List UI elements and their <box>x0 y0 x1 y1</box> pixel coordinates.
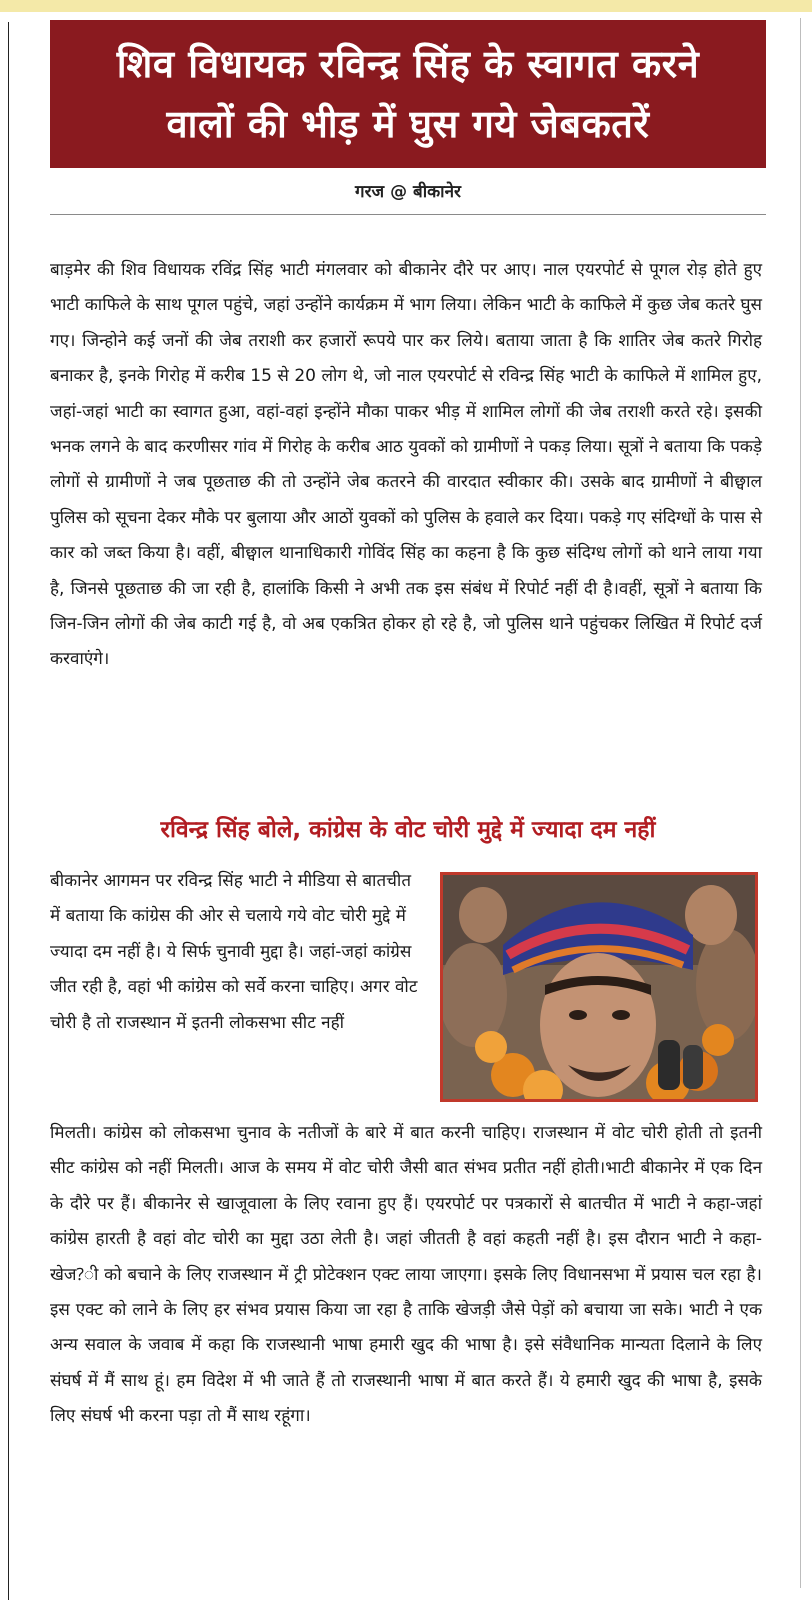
byline: गरज @ बीकानेर <box>355 182 461 202</box>
headline-box <box>50 20 766 168</box>
left-column-rule <box>0 22 9 1600</box>
article-paragraph-1: बाड़मेर की शिव विधायक रविंद्र सिंह भाटी मंगलवार को बीकानेर दौरे पर आए। नाल एयरपोर्ट से पूगल रोड़ होते हुए भाटी काफिले के साथ पूगल पहुंचे, जहां उन्होंने कार्यक्रम में भाग लिया। लेकिन भाटी के काफिले में कुछ जेब कतरे घुस गए। जिन्होने कई जनों की जेब तराशी कर हजारों रूपये पार कर लिये। बताया जाता है कि शातिर जेब कतरे गिरोह बनाकर है, इनके गिरोह में करीब 15 से 20 लोग थे, जो नाल एयरपोर्ट से रविन्द्र सिंह भाटी के काफिले में शामिल हुए, जहां-जहां भाटी का स्वागत हुआ, वहां-वहां इन्होंने मौका पाकर भीड़ में शामिल लोगों की जेब तराशी करते रहे। इसकी भनक लगने के बाद करणीसर गांव में गिरोह के करीब आठ युवकों को ग्रामीणों ने पकड़ लिया। सूत्रों ने बताया कि पकड़े लोगों से ग्रामीणों ने जब पूछताछ की तो उन्होंने जेब कतरने की वारदात स्वीकार की। उसके बाद ग्रामीणों ने बीछ्वाल पुलिस को सूचना देकर मौके पर बुलाया और आठों युवकों को पुलिस के हवाले कर दिया। पकड़े गए संदिग्धों के पास से कार को जब्त किया है। वहीं, बीछ्वाल थानाधिकारी गोविंद सिंह का कहना है कि कुछ संदिग्ध लोगों को थाने लाया गया है, जिनसे पूछताछ की जा रही है, हालांकि किसी ने अभी तक इस संबंध में रिपोर्ट नहीं दी है।वहीं, सूत्रों ने बताया कि जिन-जिन लोगों की जेब काटी गई है, वो अब एकत्रित होकर हो रहे है, जो पुलिस थाने पहुंचकर लिखित में रिपोर्ट दर्ज करवाएंगे। <box>50 260 762 670</box>
page-top-strip <box>0 0 812 12</box>
headline-line-1: शिव विधायक रविन्द्र सिंह के स्वागत करने <box>116 42 700 86</box>
article-paragraph-2: मिलती। कांग्रेस को लोकसभा चुनाव के नतीजों के बारे में बात करनी चाहिए। राजस्थान में वोट चोरी होती तो इतनी सीट कांग्रेस को नहीं मिलती। आज के समय में वोट चोरी जैसी बात संभव प्रतीत नहीं होती।भाटी बीकानेर में एक दिन के दौरे पर हैं। बीकानेर से खाजूवाला के लिए रवाना हुए हैं। एयरपोर्ट पर पत्रकारों से बातचीत में भाटी ने कहा-जहां कांग्रेस हारती है वहां वोट चोरी का मुद्दा उठा लेती है। जहां जीतती है वहां कहती नहीं है। इस दौरान भाटी ने कहा- खेज?ी को बचाने के लिए राजस्थान में ट्री प्रोटेक्शन एक्ट लाया जाएगा। इसके लिए विधानसभा में प्रयास चल रहा है। इस एक्ट को लाने के लिए हर संभव प्रयास किया जा रहा है ताकि खेजड़ी जैसे पेड़ों को बचाया जा सके। भाटी ने एक अन्य सवाल के जवाब में कहा कि राजस्थानी भाषा हमारी खुद की भाषा है। इसे संवैधानिक मान्यता दिलाने के लिए संघर्ष में मैं साथ हूं। हम विदेश में भी जाते हैं तो राजस्थानी भाषा में बात करते हैं। ये हमारी खुद की भाषा है, इसके लिए संघर्ष भी करना पड़ा तो मैं साथ रहूंगा। <box>50 1123 762 1427</box>
news-photo <box>440 872 758 1102</box>
right-margin-rule <box>800 18 801 1588</box>
subheading: रविन्द्र सिंह बोले, कांग्रेस के वोट चोरी मुद्दे में ज्यादा दम नहीं <box>160 817 656 843</box>
news-photo-illustration <box>443 875 755 1099</box>
byline-divider <box>50 214 766 215</box>
headline-line-2: वालों की भीड़ में घुस गये जेबकतरें <box>166 102 650 146</box>
article-column-text: बीकानेर आगमन पर रविन्द्र सिंह भाटी ने मीडिया से बातचीत में बताया कि कांग्रेस की ओर से चलाये गये वोट चोरी मुद्दे में ज्यादा दम नहीं है। ये सिर्फ चुनावी मुद्दा है। जहां-जहां कांग्रेस जीत रही है, वहां भी कांग्रेस को सर्वे करना चाहिए। अगर वोट चोरी है तो राजस्थान में इतनी लोकसभा सीट नहीं <box>50 871 418 1033</box>
